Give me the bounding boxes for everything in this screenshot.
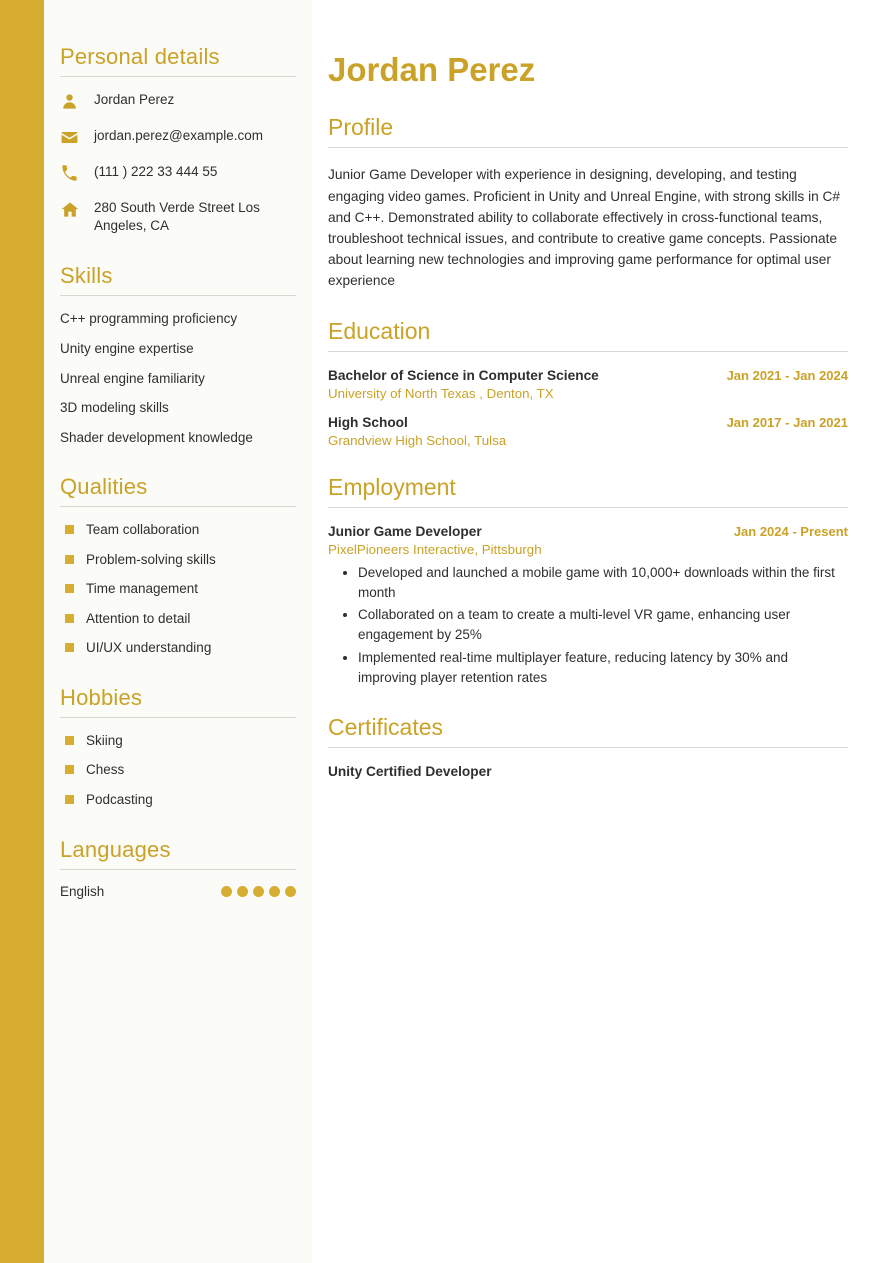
skills-heading: Skills (60, 263, 113, 289)
entry-bullet: • Developed and launched a mobile game with 10,000+ downloads within the first month (358, 563, 848, 604)
entry-title: High School (328, 414, 408, 430)
education-heading-wrap (328, 318, 848, 352)
square-bullet-icon (65, 555, 74, 564)
section-certificates (328, 714, 848, 779)
education-entry (328, 368, 848, 401)
level-dot (285, 886, 296, 897)
section-employment (328, 474, 848, 689)
entry-date: Jan 2017 - Jan 2021 (726, 414, 848, 430)
languages-heading: Languages (60, 836, 171, 862)
entry-subtitle: University of North Texas , Denton, TX (328, 385, 554, 401)
list-item-label: Problem-solving skills (86, 551, 216, 567)
certificates-heading-wrap (328, 714, 848, 748)
list-item-label: Podcasting (86, 792, 153, 807)
entry-date: Jan 2024 - Present (733, 523, 848, 539)
language-row (60, 884, 296, 899)
personal-details-heading-wrap (60, 44, 296, 77)
square-bullet-icon (65, 765, 74, 774)
profile-heading: Profile (328, 114, 394, 141)
section-profile (328, 114, 848, 291)
entry-title: Junior Game Developer (328, 523, 482, 539)
list-item-label: Attention to detail (86, 610, 191, 626)
list-item: Unreal engine familiarity (60, 370, 205, 386)
accent-bar (0, 0, 44, 1263)
entry-header (328, 368, 848, 383)
square-bullet-icon (65, 643, 74, 652)
qualities-heading: Qualities (60, 474, 148, 500)
level-dot (237, 886, 248, 897)
entry-date: Jan 2021 - Jan 2024 (726, 367, 848, 383)
main-content (312, 0, 893, 1263)
entry-subtitle: PixelPioneers Interactive, Pittsburgh (328, 541, 542, 557)
contact-row-name (60, 91, 296, 111)
entry-subtitle: Grandview High School, Tulsa (328, 432, 507, 448)
list-item (60, 732, 296, 750)
list-item: C++ programming proficiency (60, 311, 238, 327)
contact-row-address (60, 199, 296, 235)
certificates-heading: Certificates (328, 714, 444, 741)
list-item: 3D modeling skills (60, 400, 169, 416)
contact-row-email (60, 127, 296, 147)
entry-bullet: • Collaborated on a team to create a multi-level VR game, enhancing user engagement by 25% (358, 605, 848, 646)
square-bullet-icon (65, 525, 74, 534)
level-dot (253, 886, 264, 897)
language-label: English (60, 883, 105, 899)
sidebar (44, 0, 312, 1263)
list-item: Shader development knowledge (60, 429, 253, 445)
contact-phone-text: (111 ) 222 33 444 55 (94, 164, 218, 179)
section-qualities (60, 474, 296, 657)
language-level-dots (221, 886, 296, 897)
hobbies-heading: Hobbies (60, 684, 143, 710)
entry-bullet: • Implemented real-time multiplayer feature, reducing latency by 30% and improving player retention rates (358, 648, 848, 689)
entry-header (328, 524, 848, 539)
certificate-title: Unity Certified Developer (328, 764, 492, 780)
phone-icon (60, 163, 94, 183)
list-item (60, 639, 296, 657)
entry-bullet-list (328, 563, 848, 689)
entry-title: Bachelor of Science in Computer Science (328, 367, 599, 383)
contact-address-text: 280 South Verde Street Los Angeles, CA (94, 200, 260, 234)
list-item: Unity engine expertise (60, 340, 194, 356)
education-heading: Education (328, 317, 431, 344)
square-bullet-icon (65, 614, 74, 623)
list-item (60, 551, 296, 569)
envelope-icon (60, 127, 94, 147)
section-hobbies (60, 685, 296, 809)
list-item (60, 610, 296, 628)
list-item (60, 521, 296, 539)
person-icon (60, 91, 94, 111)
square-bullet-icon (65, 584, 74, 593)
list-item-label: Team collaboration (86, 522, 200, 538)
employment-heading-wrap (328, 474, 848, 508)
section-languages (60, 837, 296, 899)
education-entry (328, 415, 848, 448)
section-education (328, 318, 848, 448)
hobbies-heading-wrap (60, 685, 296, 718)
square-bullet-icon (65, 736, 74, 745)
section-personal-details (60, 44, 296, 235)
list-item (60, 580, 296, 598)
entry-header (328, 415, 848, 430)
list-item (60, 791, 296, 809)
list-item-label: Chess (86, 762, 125, 778)
qualities-heading-wrap (60, 474, 296, 507)
personal-details-heading: Personal details (60, 44, 220, 69)
square-bullet-icon (65, 795, 74, 804)
level-dot (269, 886, 280, 897)
level-dot (221, 886, 232, 897)
skills-heading-wrap (60, 263, 296, 296)
contact-row-phone (60, 163, 296, 183)
profile-heading-wrap (328, 114, 848, 148)
languages-heading-wrap (60, 837, 296, 870)
employment-heading: Employment (328, 473, 456, 500)
contact-email-text: jordan.perez@example.com (94, 128, 264, 143)
page-title: Jordan Perez (328, 51, 536, 88)
list-item-label: Time management (86, 581, 199, 597)
list-item-label: UI/UX understanding (86, 640, 212, 656)
employment-entry (328, 524, 848, 689)
list-item (60, 761, 296, 779)
list-item-label: Skiing (86, 732, 123, 748)
profile-text: Junior Game Developer with experience in designing, developing, and testing engaging video games. Proficient in Unity and Unreal Engine, with strong skills in C# and C++. Demonstrated ability to collaborate effectively in cross-functional teams, troubleshoot technical issues, and contribute to creative game concepts. Passionate about learning new technologies and improving game performance for optimal user experience (328, 167, 841, 289)
contact-name-text: Jordan Perez (94, 92, 175, 107)
home-icon (60, 199, 94, 220)
section-skills (60, 263, 296, 446)
